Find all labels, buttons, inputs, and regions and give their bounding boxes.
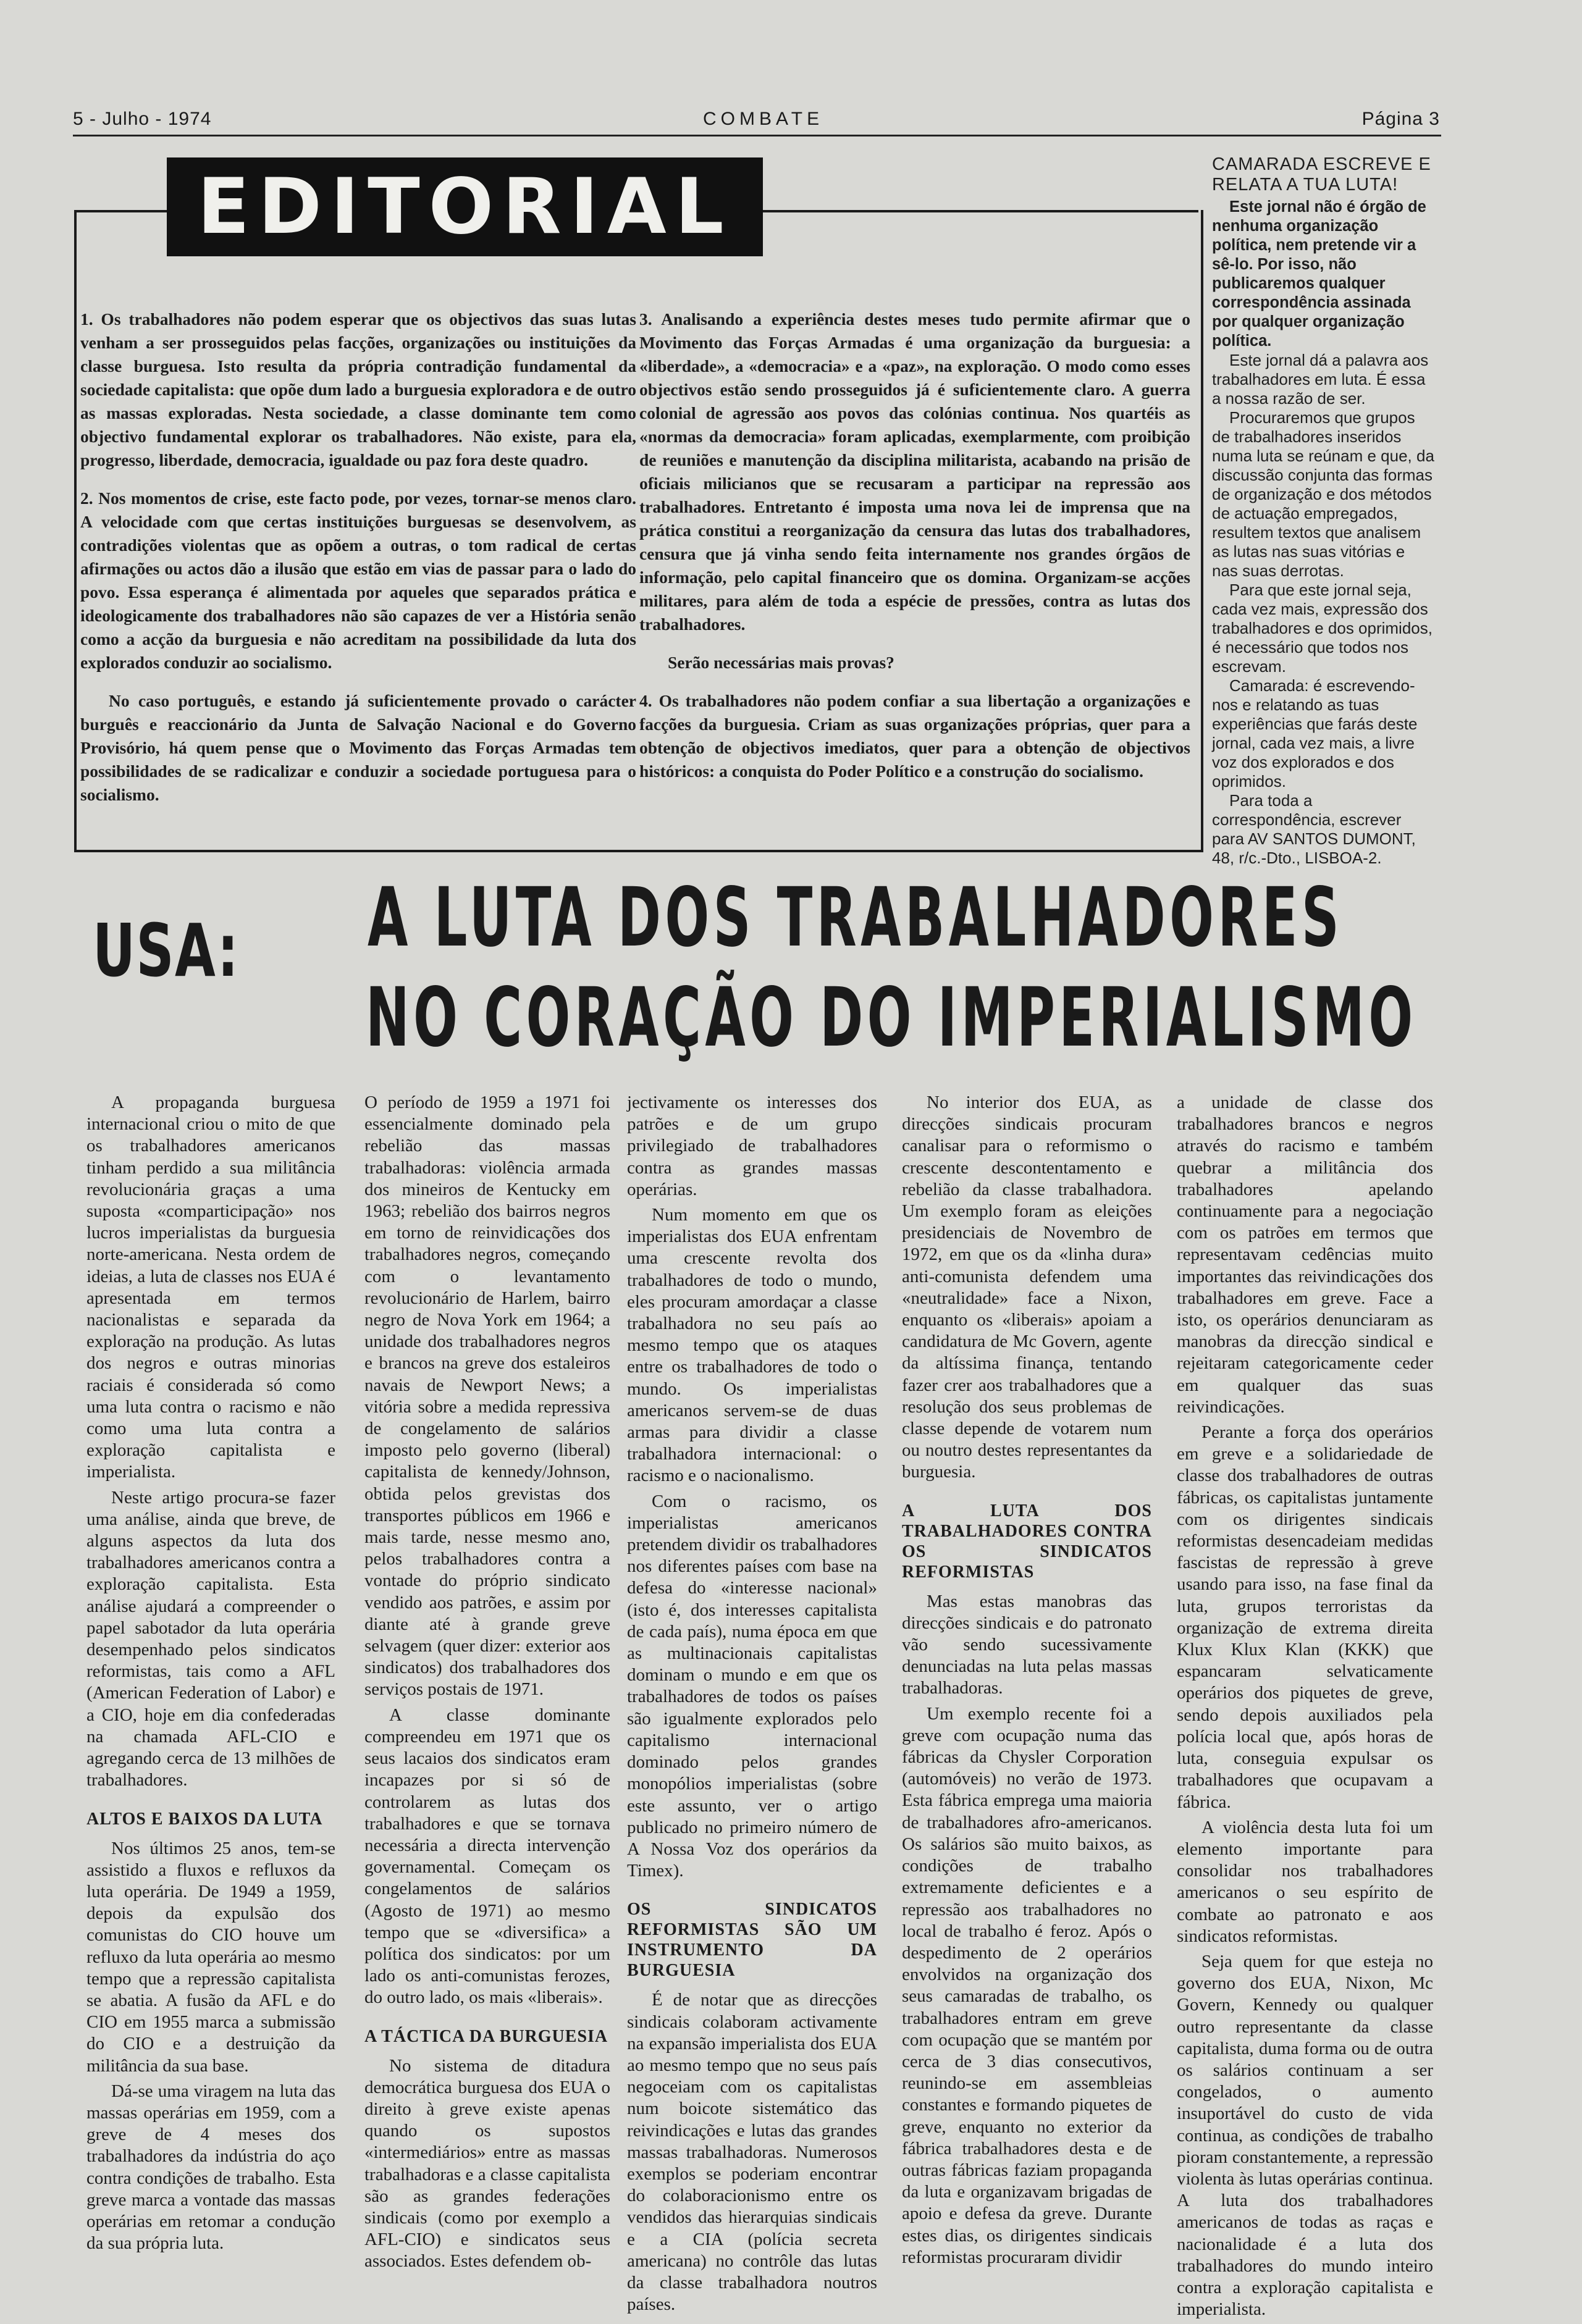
headline-line-2: NO CORAÇÃO DO IMPERIALISMO xyxy=(366,970,1417,1065)
sidebar-paragraph: Camarada: é escrevendo-nos e relatando as tuas experiências que farás deste jornal, cada vez mais, a livre voz dos explorados e dos oprimidos. xyxy=(1212,676,1418,791)
sidebar-notice xyxy=(1212,154,1434,868)
article-column-4 xyxy=(902,1092,1152,2272)
article-paragraph: Neste artigo procura-se fazer uma análise, ainda que breve, de alguns aspectos da luta dos trabalhadores americanos contra a exploração capitalista. Esta análise ajudará a compreender o papel sabotador da luta operária desempenhado pelos sindicatos reformistas, tais como a AFL (American Federation of Labor) e a CIO, hoje em dia confederadas na chamada AFL-CIO e agregando cerca de 13 milhões de trabalhadores. xyxy=(86,1487,335,1790)
article-subheading: ALTOS E BAIXOS DA LUTA xyxy=(86,1809,323,1829)
article-paragraph: A propaganda burguesa internacional criou o mito de que os trabalhadores americanos tinham perdido a sua militância revolucionária graças a uma suposta «comparticipação» nos lucros imperialistas da burguesia norte-americana. Nesta ordem de ideias, a luta de classes nos EUA é apresentada em termos nacionalistas e separada da exploração na produção. As lutas dos negros e outras minorias raciais é considerada só como uma luta contra o racismo e não como uma luta contra a exploração capitalista e imperialista. xyxy=(86,1093,335,1482)
editorial-banner xyxy=(167,157,763,256)
article-subheading: OS SINDICATOS REFORMISTAS SÃO UM INSTRUMENTO DA BURGUESIA xyxy=(627,1900,877,1981)
editorial-paragraph: 1. Os trabalhadores não podem esperar que os objectivos das suas lutas venham a ser prosseguidos pelas facções, organizações ou instituições da classe burguesa. Isto resulta da própria contradição fundamental da sociedade capitalista: que opõe dum lado a burguesia exploradora e de outro as massas exploradas. Nesta sociedade, a classe dominante tem como objectivo fundamental explorar os trabalhadores. Não existe, para ela, progresso, liberdade, democracia, igualdade ou paz fora deste quadro. xyxy=(80,309,636,469)
sidebar-paragraph: Para que este jornal seja, cada vez mais, expressão dos trabalhadores e dos oprimidos, é necessário que todos nos escrevam. xyxy=(1212,581,1433,676)
sidebar-address: Para toda a correspondência, escrever para AV SANTOS DUMONT, 48, r/c.-Dto., LISBOA-2. xyxy=(1212,791,1416,867)
page-number: Página 3 xyxy=(1361,109,1440,129)
editorial-banner-text: EDITORIAL xyxy=(197,162,733,251)
article-paragraph: Nos últimos 25 anos, tem-se assistido a fluxos e refluxos da luta operária. De 1949 a 1959, depois da expulsão dos comunistas do CIO houve um refluxo da luta operária ao mesmo tempo que a repressão capitalista se abatia. A fusão da AFL e do CIO em 1955 marca a submissão do CIO e a destruição da militância da sua base. xyxy=(86,1838,335,2076)
article-subheading: A TÁCTICA DA BURGUESIA xyxy=(364,2026,608,2046)
editorial-paragraph: Serão necessárias mais provas? xyxy=(668,653,894,672)
editorial-frame-top-left xyxy=(74,210,167,212)
article-paragraph: Dá-se uma viragem na luta das massas operárias em 1959, com a greve de 4 meses dos trabalhadores da indústria do aço contra condições de trabalho. Esta greve marca a vontade das massas operárias em retomar a condução da sua própria luta. xyxy=(86,2081,335,2254)
editorial-frame-top-right xyxy=(763,210,1198,212)
article-column-5 xyxy=(1177,1092,1433,2324)
editorial-column-1 xyxy=(80,308,636,821)
editorial-column-2 xyxy=(639,308,1190,798)
article-paragraph: É de notar que as direcções sindicais colaboram activamente na expansão imperialista dos EUA ao mesmo tempo que no seus país negoceiam com os capitalistas num boicote sistemático das reivindicações e lutas das grandes massas trabalhadoras. Numerosos exemplos se poderiam encontrar do colaboracionismo entre os vendidos das hierarquias sindicais e a CIA (polícia secreta americana) no contrôle das lutas da classe trabalhadora noutros países. xyxy=(627,1990,877,2315)
editorial-paragraph: No caso português, e estando já suficientemente provado o carácter burguês e reaccionário da Junta de Salvação Nacional e do Governo Provisório, há quem pense que o Movimento das Forças Armadas tem possibilidades de se radicalizar e conduzir a sociedade portuguesa para o socialismo. xyxy=(80,691,636,804)
article-column-2 xyxy=(364,1092,610,2276)
article-column-3 xyxy=(627,1092,877,2319)
article-paragraph: Perante a força dos operários em greve e a solidariedade de classe dos trabalhadores de outras fábricas, os capitalistas juntamente com os dirigentes sindicais reformistas desencadeiam medidas fascistas de repressão à greve usando para isso, na fase final da luta, grupos terroristas da organização de extrema direita Klux Klux Klan (KKK) que espancaram selvaticamente operários dos piquetes de greve, sendo depois auxiliados pela polícia local que, após horas de luta, conseguia expulsar os trabalhadores que ocupavam a fábrica. xyxy=(1177,1422,1433,1812)
article-paragraph: Num momento em que os imperialistas dos EUA enfrentam uma crescente revolta dos trabalhadores de todo o mundo, eles procuram amordaçar a classe trabalhadora no seu país ao mesmo tempo que os ataques entre os trabalhadores de todo o mundo. Os imperialistas americanos servem-se de duas armas para dividir a classe trabalhadora internacional: o racismo e o nacionalismo. xyxy=(627,1205,877,1486)
article-paragraph: Um exemplo recente foi a greve com ocupação numa das fábricas da Chysler Corporation (automóveis) no verão de 1973. Esta fábrica emprega uma maioria de trabalhadores afro-americanos. Os salários são muito baixos, as condições de trabalho extremamente deficientes e a repressão aos trabalhadores no local de trabalho é feroz. Após o despedimento de 2 operários envolvidos na organização dos seus camaradas de trabalho, os trabalhadores entram em greve com ocupação que se mantém por cerca de 3 dias consecutivos, reunindo-se em assembleias constantes e formando piquetes de greve, enquanto no exterior da fábrica trabalhadores desta e de outras fábricas faziam propaganda da luta e organizavam brigadas de apoio e defesa da greve. Durante estes dias, os dirigentes sindicais reformistas procuraram dividir xyxy=(902,1703,1152,2267)
article-subheading: A LUTA DOS TRABALHADORES CONTRA OS SINDICATOS REFORMISTAS xyxy=(902,1501,1152,1582)
article-paragraph: Com o racismo, os imperialistas americanos pretendem dividir os trabalhadores nos diferentes países com base na defesa do «interesse nacional» (isto é, dos interesses capitalista de cada país), numa época em que as multinacionais capitalistas dominam o mundo e em que os trabalhadores de todos os países são igualmente explorados pelo capitalismo internacional dominado pelos grandes monopólios imperialistas (sobre este assunto, ver o artigo publicado no primeiro número de A Nossa Voz dos operários da Timex). xyxy=(627,1491,877,1881)
header-rule xyxy=(73,135,1441,136)
sidebar-paragraph: Este jornal dá a palavra aos trabalhadores em luta. É essa a nossa razão de ser. xyxy=(1212,351,1429,408)
sidebar-note: Este jornal não é órgão de nenhuma organização política, nem pretende vir a sê-lo. Por isso, não publicaremos qualquer correspondência assinada por qualquer organização política. xyxy=(1212,198,1426,350)
article-paragraph: No sistema de ditadura democrática burguesa dos EUA o direito à greve existe apenas quando os supostos «intermediários» entre as massas trabalhadoras e a classe capitalista são as grandes federações sindicais (como por exemplo a AFL-CIO) e sindicatos seus associados. Estes defendem ob- xyxy=(364,2055,610,2272)
newspaper-name: COMBATE xyxy=(703,109,824,129)
issue-date: 5 - Julho - 1974 xyxy=(73,109,212,129)
article-paragraph: Seja quem for que esteja no governo dos EUA, Nixon, Mc Govern, Kennedy ou qualquer outro representante da classe capitalista, duma forma ou de outra os salários continuam a ser congelados, o aumento insuportável do custo de vida continua, as condições de trabalho pioram constantemente, a repressão violenta às lutas operárias continua. A luta dos trabalhadores americanos de todas as raças e nacionalidade é a luta dos trabalhadores do mundo inteiro contra a exploração capitalista e imperialista. xyxy=(1177,1951,1433,2320)
article-paragraph: a unidade de classe dos trabalhadores brancos e negros através do racismo e também quebrar a militância dos trabalhadores apelando continuamente para a negociação com os patrões em termos que representavam cedências muito importantes das reivindicações dos trabalhadores em greve. Face a isto, os operários denunciaram as manobras da direcção sindical e rejeitaram categoricamente ceder em qualquer das suas reivindicações. xyxy=(1177,1093,1433,1417)
article-paragraph: O período de 1959 a 1971 foi essencialmente dominado pela rebelião das massas trabalhadoras: violência armada dos mineiros de Kentucky em 1963; rebelião dos bairros negros em torno de reinvidicações dos trabalhadores negros, começando com o levantamento revolucionário de Harlem, bairro negro de Nova York em 1964; a unidade dos trabalhadores negros e brancos na greve dos estaleiros navais de Newport News; a vitória sobre a medida repressiva de congelamento de salários imposto pelo governo (liberal) capitalista de kennedy/Johnson, obtida pelos grevistas dos transportes públicos em 1966 e mais tarde, nesse mesmo ano, pelos trabalhadores contra a vontade do próprio sindicato vendido aos patrões, e assim por diante até à grande greve selvagem (quer dizer: exterior aos sindicatos) dos trabalhadores dos serviços postais de 1971. xyxy=(364,1093,610,1700)
article-paragraph: No interior dos EUA, as direcções sindicais procuram canalisar para o reformismo o crescente descontentamento e rebelião da classe trabalhadora. Um exemplo foram as eleições presidenciais de Novembro de 1972, em que os da «linha dura» anti-comunista defendem uma «neutralidade» face a Nixon, enquanto os «liberais» apoiam a candidatura de Mc Govern, agente da altíssima finança, tentando fazer crer aos trabalhadores que a resolução dos seus problemas de classe depende de votarem num ou noutro destes representantes da burguesia. xyxy=(902,1093,1152,1482)
editorial-paragraph: 2. Nos momentos de crise, este facto pode, por vezes, tornar-se menos claro. A velocidade com que certas instituições burguesas se desenvolvem, as contradições violentas que as opõem a outras, o tom radical de certas afirmações ou actos dão a ilusão que estão em vias de passar para o lado do povo. Essa esperança é alimentada por aqueles que separados prática e ideologicamente dos trabalhadores não são capazes de ver a História senão como a acção da burguesia e não acreditam na possibilidade da luta dos explorados conduzir ao socialismo. xyxy=(80,489,636,672)
sidebar-paragraph: Procuraremos que grupos de trabalhadores inseridos numa luta se reúnam e que, da discussão conjunta das formas de organização e dos métodos de actuação empregados, resultem textos que analisem as lutas nas suas vitórias e nas suas derrotas. xyxy=(1212,408,1434,580)
article-column-1 xyxy=(86,1092,335,2258)
article-paragraph: A classe dominante compreendeu em 1971 que os seus lacaios dos sindicatos eram incapazes por si só de controlarem as lutas dos trabalhadores e que se tornava necessária a directa intervenção governamental. Começam os congelamentos de salários (Agosto de 1971) ao mesmo tempo que se «diversifica» a política dos sindicatos: por um lado os anti-comunistas ferozes, do outro lado, os mais «liberais». xyxy=(364,1705,610,2008)
sidebar-title: CAMARADA ESCREVE E RELATA A TUA LUTA! xyxy=(1212,154,1431,195)
headline-kicker: USA: xyxy=(93,908,240,993)
editorial-paragraph: 3. Analisando a experiência destes meses tudo permite afirmar que o Movimento das Forças Armadas é uma organização da burguesia: a «liberdade», a «democracia» e a «paz», na exploração. O modo como esses objectivos estão sendo prosseguidos já é suficientemente claro. A guerra colonial de agressão aos povos das colónias continua. Nos quartéis as «normas da democracia» foram aplicadas, exemplarmente, com proibição de reuniões e manutenção da disciplina militarista, acabando na prisão de oficiais milicianos que se recusaram a participar na repressão aos trabalhadores. Entretanto é imposta uma nova lei de imprensa que na prática constitui a reorganização da censura das lutas dos trabalhadores, censura que já vinha sendo feita internamente nos grandes órgãos de informação, pelo capital financeiro que os domina. Organizam-se acções militares, para além de toda a espécie de pressões, contra as lutas dos trabalhadores. xyxy=(639,309,1190,634)
editorial-paragraph: 4. Os trabalhadores não podem confiar a sua libertação a organizações e facções da burguesia. Criam as suas organizações próprias, quer para a obtenção de objectivos imediatos, quer para a obtenção de objectivos históricos: a conquista do Poder Político e a construção do socialismo. xyxy=(639,691,1190,781)
article-paragraph: Mas estas manobras das direcções sindicais e do patronato vão sendo sucessivamente denunciadas na luta pelas massas trabalhadoras. xyxy=(902,1591,1152,1698)
article-paragraph: A violência desta luta foi um elemento importante para consolidar nos trabalhadores americanos o seu espírito de combate ao patronato e aos sindicatos reformistas. xyxy=(1177,1817,1433,1946)
article-paragraph: jectivamente os interesses dos patrões e de um grupo privilegiado de trabalhadores contra as grandes massas operárias. xyxy=(627,1093,877,1199)
headline-line-1: A LUTA DOS TRABALHADORES xyxy=(368,870,1344,965)
